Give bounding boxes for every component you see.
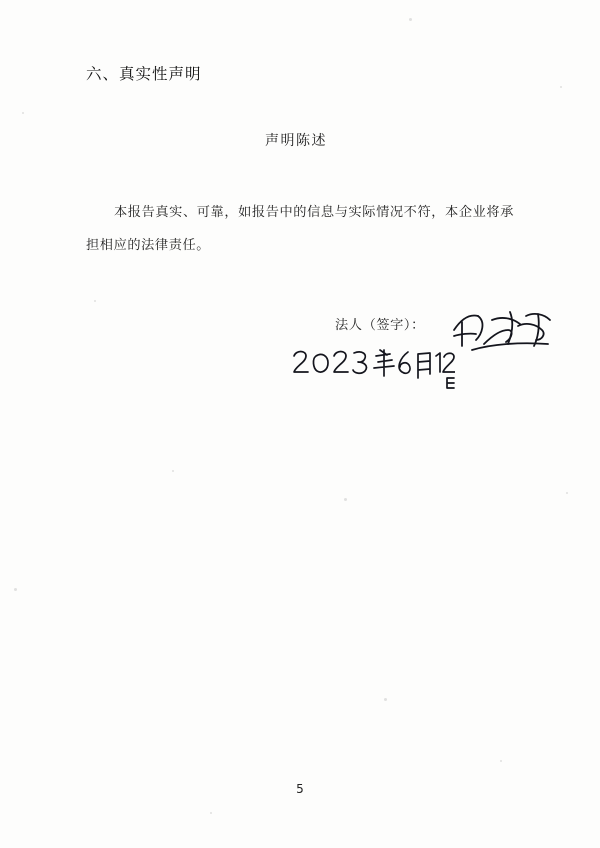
scan-speckle [172, 470, 174, 472]
statement-body-paragraph: 本报告真实、可靠，如报告中的信息与实际情况不符，本企业将承担相应的法律责任。 [86, 205, 514, 253]
section-heading: 六、真实性声明 [86, 65, 202, 83]
scan-speckle [344, 498, 347, 501]
scan-speckle [409, 18, 412, 21]
page-number: 5 [296, 782, 304, 796]
scan-speckle [500, 760, 502, 762]
scan-speckle [14, 588, 17, 591]
scan-speckle [22, 112, 24, 114]
scan-speckle [94, 300, 96, 302]
scan-speckle [384, 698, 387, 701]
scan-speckle [566, 492, 568, 494]
handwritten-signature [448, 300, 563, 360]
statement-subtitle: 声明陈述 [265, 133, 327, 149]
scan-speckle [560, 86, 562, 88]
scan-speckle [210, 812, 212, 814]
signature-label: 法人（签字）： [335, 318, 425, 333]
